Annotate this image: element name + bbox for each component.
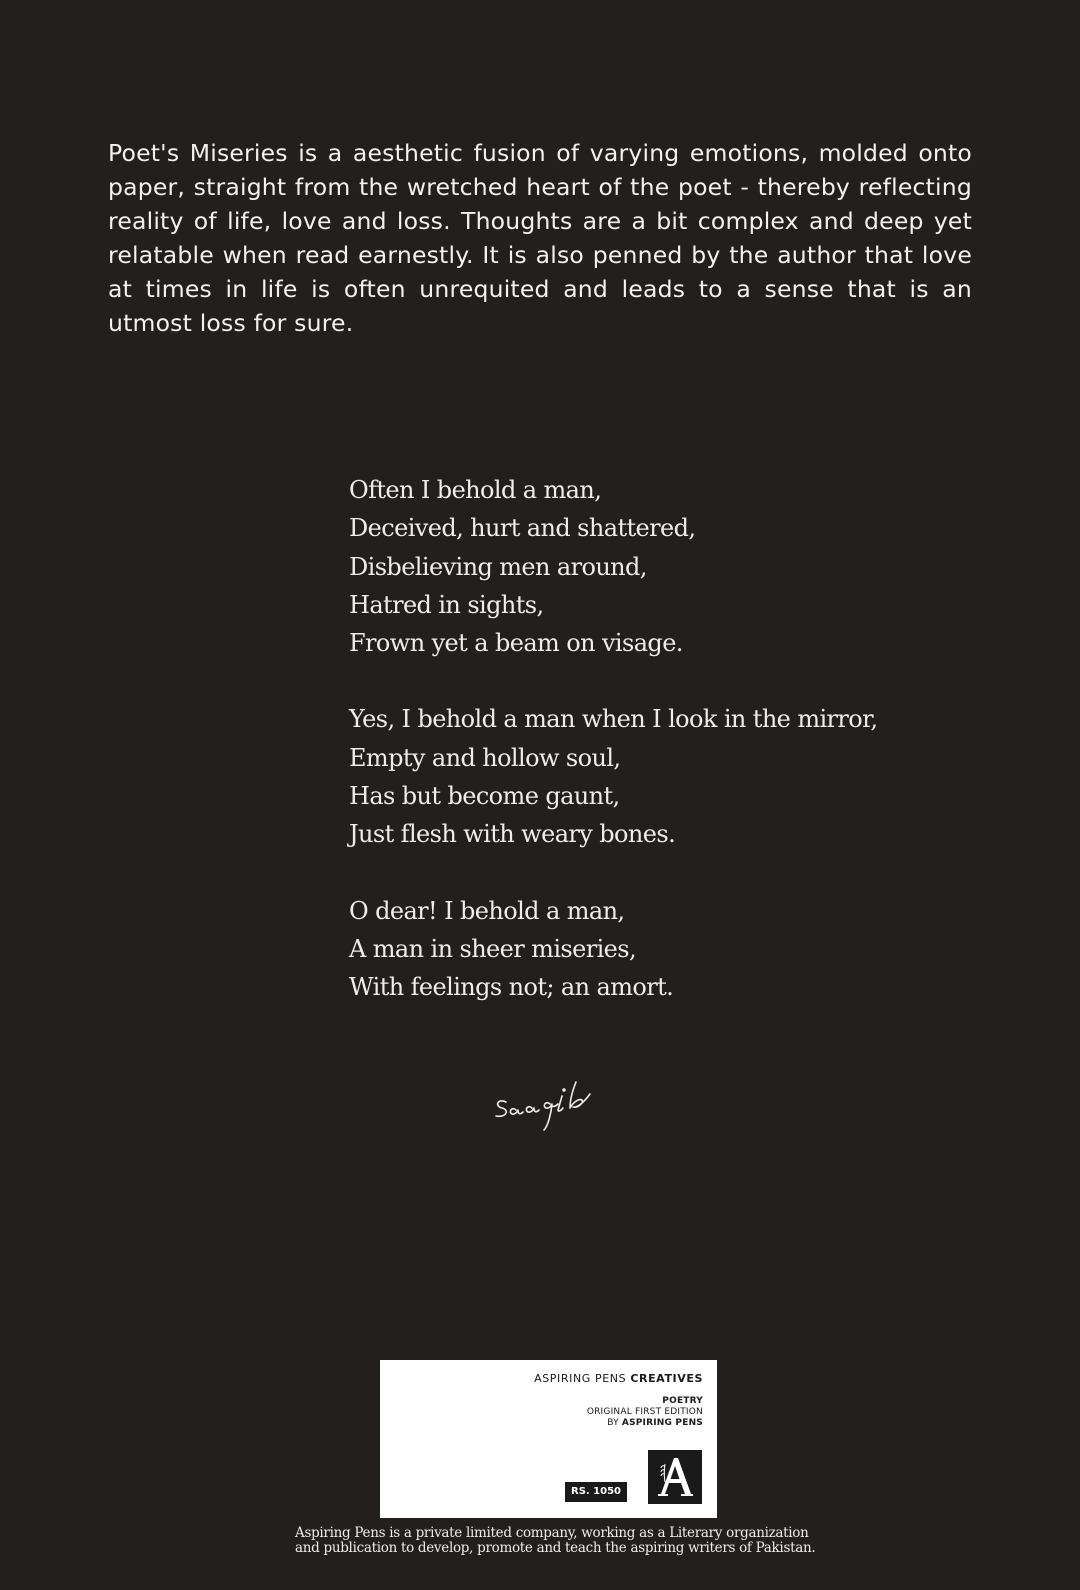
publisher-credit-name: ASPIRING PENS xyxy=(621,1418,703,1428)
footer-line: and publication to develop, promote and teach the aspiring writers of Pakistan. xyxy=(295,1540,816,1556)
publisher-credit-prefix: BY xyxy=(607,1418,619,1428)
publisher-suffix: CREATIVES xyxy=(630,1372,703,1385)
poem-stanza xyxy=(349,700,909,853)
footer-line: Aspiring Pens is a private limited company, working as a Literary organization xyxy=(295,1525,809,1541)
publisher-logo xyxy=(648,1450,702,1504)
genre-label: POETRY xyxy=(662,1396,703,1406)
poem xyxy=(349,471,909,1045)
poem-line: Deceived, hurt and shattered, xyxy=(349,514,696,543)
poem-line: Has but become gaunt, xyxy=(349,782,620,811)
publisher-footer-note xyxy=(295,1526,815,1556)
poem-line: Disbelieving men around, xyxy=(349,552,647,581)
signature-icon xyxy=(492,1080,612,1140)
poem-stanza xyxy=(349,471,909,662)
price-tag: RS. 1050 xyxy=(565,1482,627,1502)
poem-line: A man in sheer miseries, xyxy=(349,934,637,963)
publisher-name: ASPIRING PENS xyxy=(534,1372,627,1385)
poem-line: Just flesh with weary bones. xyxy=(349,820,676,849)
poem-line: Often I behold a man, xyxy=(349,476,602,504)
edition-info xyxy=(587,1396,703,1429)
publisher-credit xyxy=(587,1418,703,1429)
poem-line: With feelings not; an amort. xyxy=(349,973,674,1002)
poem-line: O dear! I behold a man, xyxy=(349,896,625,925)
publisher-brand xyxy=(534,1372,703,1385)
poem-line: Empty and hollow soul, xyxy=(349,743,621,772)
publisher-imprint-card xyxy=(380,1360,717,1518)
author-signature xyxy=(492,1080,612,1140)
poem-line: Hatred in sights, xyxy=(349,590,544,619)
poem-line: Yes, I behold a man when I look in the mirror, xyxy=(349,705,878,734)
poem-stanza xyxy=(349,892,909,1007)
logo-letter-icon xyxy=(648,1450,702,1504)
poem-line: Frown yet a beam on visage. xyxy=(349,629,683,658)
edition-label: ORIGINAL FIRST EDITION xyxy=(586,1407,703,1417)
book-description: Poet's Miseries is a aesthetic fusion of varying emotions, molded onto paper, straight from the wretched heart of the poet - thereby reflecting reality of life, love and loss. Thoughts are a bit complex and deep yet relatable when read earnestly. It is also penned by the author that love at times in life is often unrequited and leads to a sense that is an utmost loss for sure. xyxy=(108,139,972,337)
